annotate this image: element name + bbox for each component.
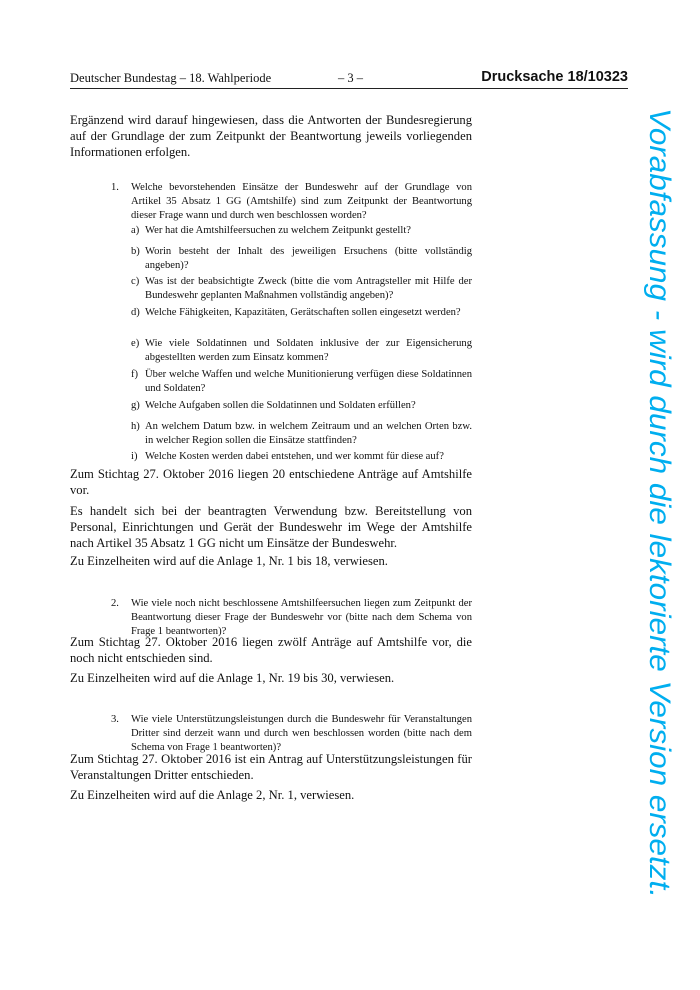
question-1-sub-a: a) Wer hat die Amtshilfeersuchen zu welchem Zeitpunkt gestellt? [131,225,411,236]
page-number: – 3 – [338,71,363,85]
question-1-sub-e: e) Wie viele Soldatinnen und Soldaten inklusive der zur Eigensicherung abgestellten werden zum Einsatz kommen? [131,338,472,364]
question-1-sub-i: i) Welche Kosten werden dabei entstehen, und wer kommt für diese auf? [131,451,444,462]
doc-number: 10323 [587,69,628,85]
answer-1-paragraph-3: Zu Einzelheiten wird auf die Anlage 1, Nr. 1 bis 18, verwiesen. [70,554,388,568]
question-1-sub-g: g) Welche Aufgaben sollen die Soldatinnen und Soldaten erfüllen? [131,400,416,411]
question-1-number: 1. [111,182,119,193]
question-1-sub-c: c) Was ist der beabsichtigte Zweck (bitte die vom Antragsteller mit Hilfe der Bundeswehr geplanten Maßnahmen vollständig angeben)? [131,276,472,302]
draft-watermark-text: Vorabfassung - wird durch die lektorierte Version ersetzt. [643,108,676,862]
document-number [481,69,628,85]
answer-2-paragraph-1: Zum Stichtag 27. Oktober 2016 liegen zwölf Anträge auf Amtshilfe vor, die noch nicht entschieden sind. [70,635,472,665]
doc-label: Drucksache 18/ [481,69,588,85]
page-header [70,71,628,89]
answer-3-paragraph-2: Zu Einzelheiten wird auf die Anlage 2, Nr. 1, verwiesen. [70,788,355,802]
draft-watermark [638,108,686,898]
parliament-label: Deutscher Bundestag – 18. Wahlperiode [70,71,272,85]
question-2-number: 2. [111,598,119,609]
answer-1-paragraph-2: Es handelt sich bei der beantragten Verwendung bzw. Bereitstellung von Personal, Einrichtungen und Gerät der Bundeswehr im Wege der Amtshilfe nach Artikel 35 Absatz 1 GG nicht um Einsätze der Bundeswehr. [70,504,472,550]
question-3-text: Wie viele Unterstützungsleistungen durch die Bundeswehr für Veranstaltungen Dritter sind derzeit wann und durch wen beschlossen worden (bitte nach dem Schema von Frage 1 beantworten)? [131,714,472,754]
intro-paragraph: Ergänzend wird darauf hingewiesen, dass die Antworten der Bundesregierung auf der Grundlage der zum Zeitpunkt der Beantwortung jeweils vorliegenden Informationen erfolgen. [70,113,472,159]
answer-2-paragraph-2: Zu Einzelheiten wird auf die Anlage 1, Nr. 19 bis 30, verwiesen. [70,671,395,685]
header-rule [70,88,628,89]
question-1-sub-d: d) Welche Fähigkeiten, Kapazitäten, Gerätschaften sollen eingesetzt werden? [131,307,461,318]
question-1-sub-h: h) An welchem Datum bzw. in welchem Zeitraum und an welchen Orten bzw. in welcher Region sollen die Einsätze stattfinden? [131,421,472,447]
answer-1-paragraph-1: Zum Stichtag 27. Oktober 2016 liegen 20 entschiedene Anträge auf Amtshilfe vor. [70,467,472,497]
question-1-sub-f: f) Über welche Waffen und welche Munitionierung verfügen diese Soldatinnen und Soldaten? [131,369,472,395]
question-1-text: Welche bevorstehenden Einsätze der Bundeswehr auf der Grundlage von Artikel 35 Absatz 1 GG (Amtshilfe) sind zum Zeitpunkt der Beantwortung dieser Frage wann und durch wen beschlossen worden? [131,182,472,222]
answer-3-paragraph-1: Zum Stichtag 27. Oktober 2016 ist ein Antrag auf Unterstützungsleistungen für Veranstaltungen Dritter entschieden. [70,752,472,782]
question-2-text: Wie viele noch nicht beschlossene Amtshilfeersuchen liegen zum Zeitpunkt der Beantwortung dieser Frage der Bundeswehr vor (bitte nach dem Schema von Frage 1 beantworten)? [131,598,472,638]
question-1-sub-b: b) Worin besteht der Inhalt des jeweiligen Ersuchens (bitte vollständig angeben)? [131,246,472,272]
question-3-number: 3. [111,714,119,725]
draft-watermark-svg [638,108,686,898]
